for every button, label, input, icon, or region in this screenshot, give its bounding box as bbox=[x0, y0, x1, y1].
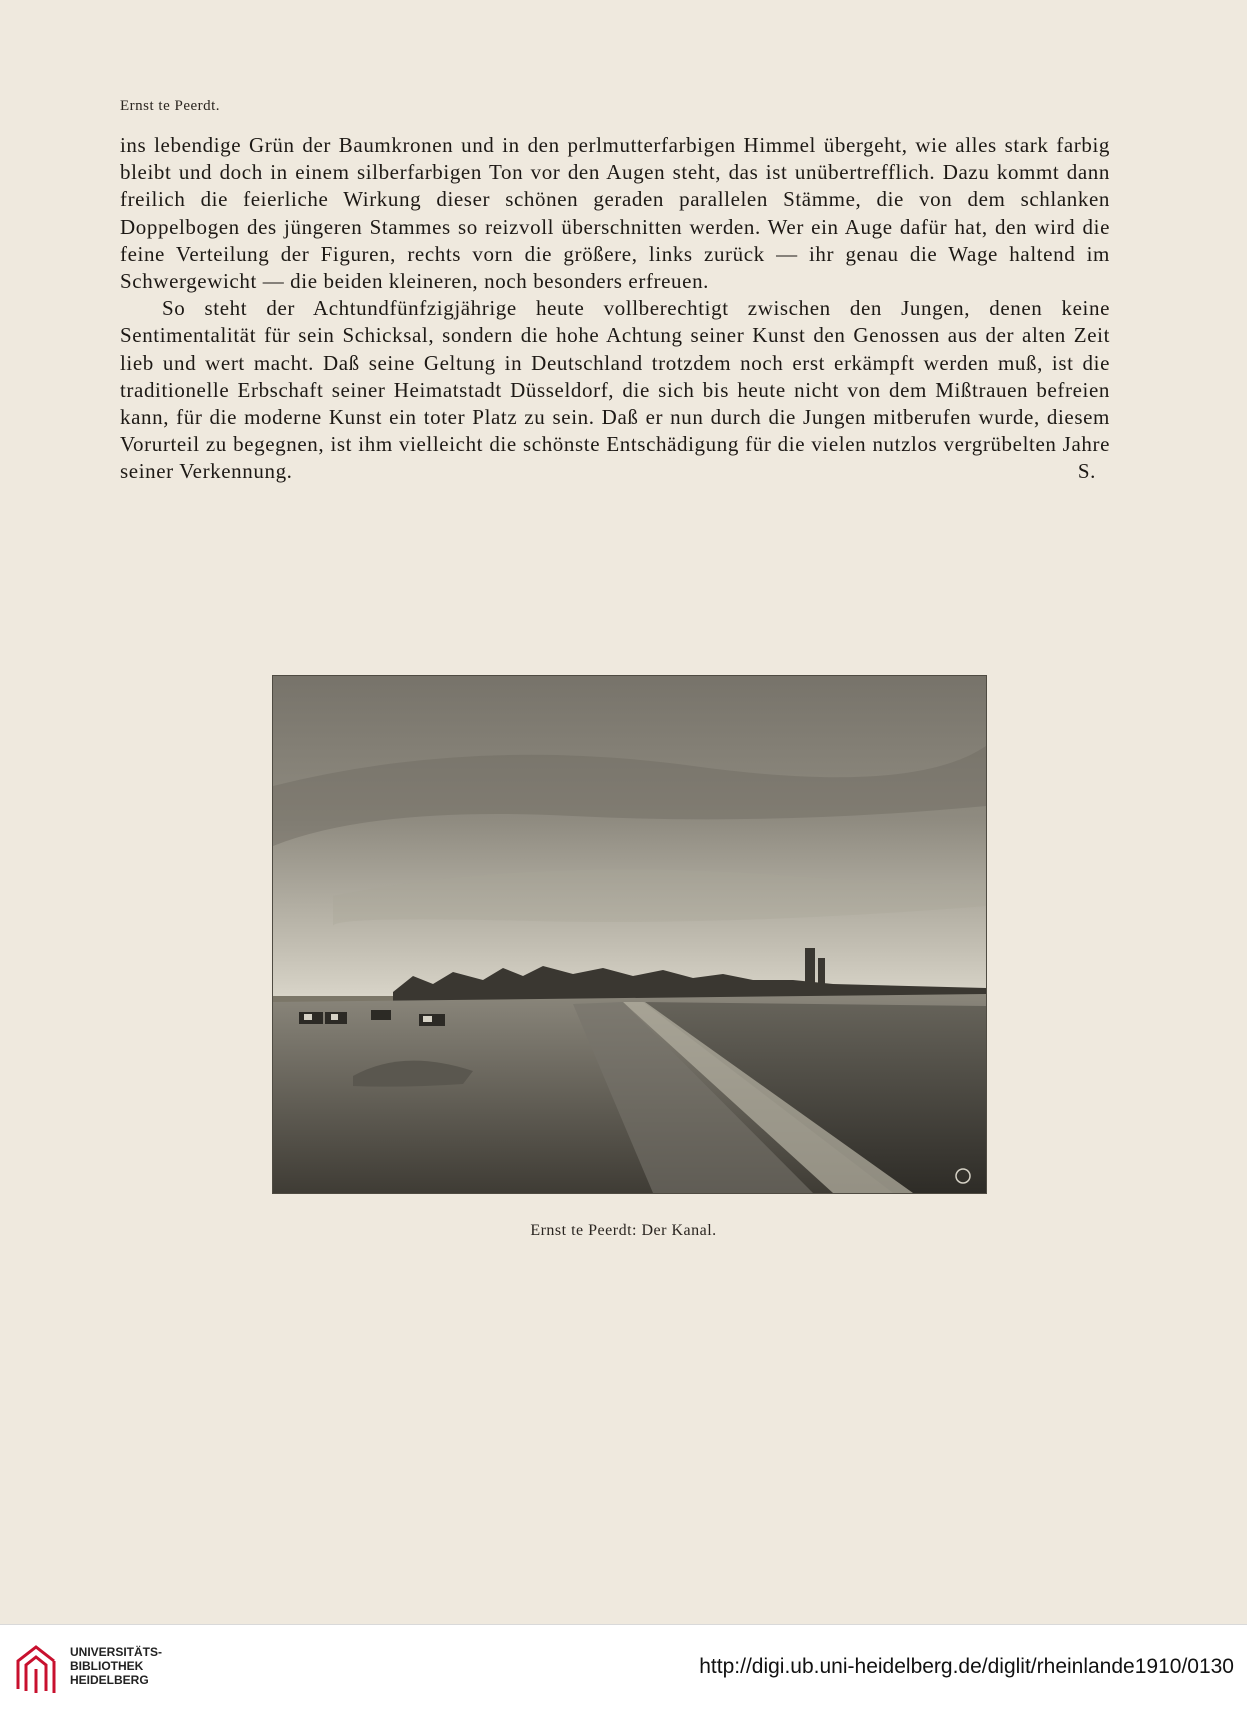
signature: S. bbox=[1077, 459, 1096, 484]
library-footer bbox=[0, 1624, 1247, 1715]
library-name-line-2: BIBLIOTHEK bbox=[70, 1659, 144, 1673]
library-logo-icon[interactable] bbox=[14, 1639, 62, 1697]
body-text bbox=[120, 132, 1110, 486]
library-name[interactable] bbox=[70, 1645, 162, 1687]
landscape-painting-reproduction bbox=[273, 676, 986, 1193]
figure-caption: Ernst te Peerdt: Der Kanal. bbox=[530, 1222, 717, 1239]
library-name-line-3: HEIDELBERG bbox=[70, 1673, 149, 1687]
paragraph-1: ins lebendige Grün der Baumkronen und in den perlmutterfarbigen Himmel übergeht, wie alles stark farbig bleibt und doch in einem silberfarbigen Ton vor den Augen steht, das ist unübertrefflich. Dazu kommt dann freilich die feierliche Wirkung dieser schönen geraden parallelen Stämme, die von dem schlanken Doppelbogen des jüngeren Stammes so reizvoll überschnitten werden. Wer ein Auge dafür hat, den wird die feine Verteilung der Figuren, rechts vorn die größere, links zurück — ihr genau die Wage haltend im Schwergewicht — die beiden kleineren, noch besonders erfreuen. bbox=[120, 133, 1110, 294]
paragraph-2-text: So steht der Achtundfünfzigjährige heute vollberechtigt zwischen den Jungen, denen keine Sentimentalität für sein Schicksal, sondern die hohe Achtung seiner Kunst den Genossen aus der alten Zeit lieb und wert macht. Daß seine Geltung in Deutschland trotzdem noch erst erkämpft werden muß, ist die traditionelle Erbschaft seiner Heimatstadt Düsseldorf, die sich bis heute nicht von dem Mißtrauen befreien kann, für die moderne Kunst ein toter Platz zu sein. Daß er nun durch die Jungen mitberufen wurde, diesem Vorurteil zu begegnen, ist ihm vielleicht die schönste Entschädigung für die vielen nutzlos vergrübelten Jahre seiner Verkennung. bbox=[120, 296, 1110, 484]
library-name-line-1: UNIVERSITÄTS- bbox=[70, 1645, 163, 1659]
source-url-link[interactable]: http://digi.ub.uni-heidelberg.de/diglit/rheinlande1910/0130 bbox=[699, 1655, 1234, 1678]
paragraph-2 bbox=[120, 295, 1110, 485]
running-head: Ernst te Peerdt. bbox=[120, 98, 221, 114]
canal-painting-image bbox=[273, 676, 986, 1193]
